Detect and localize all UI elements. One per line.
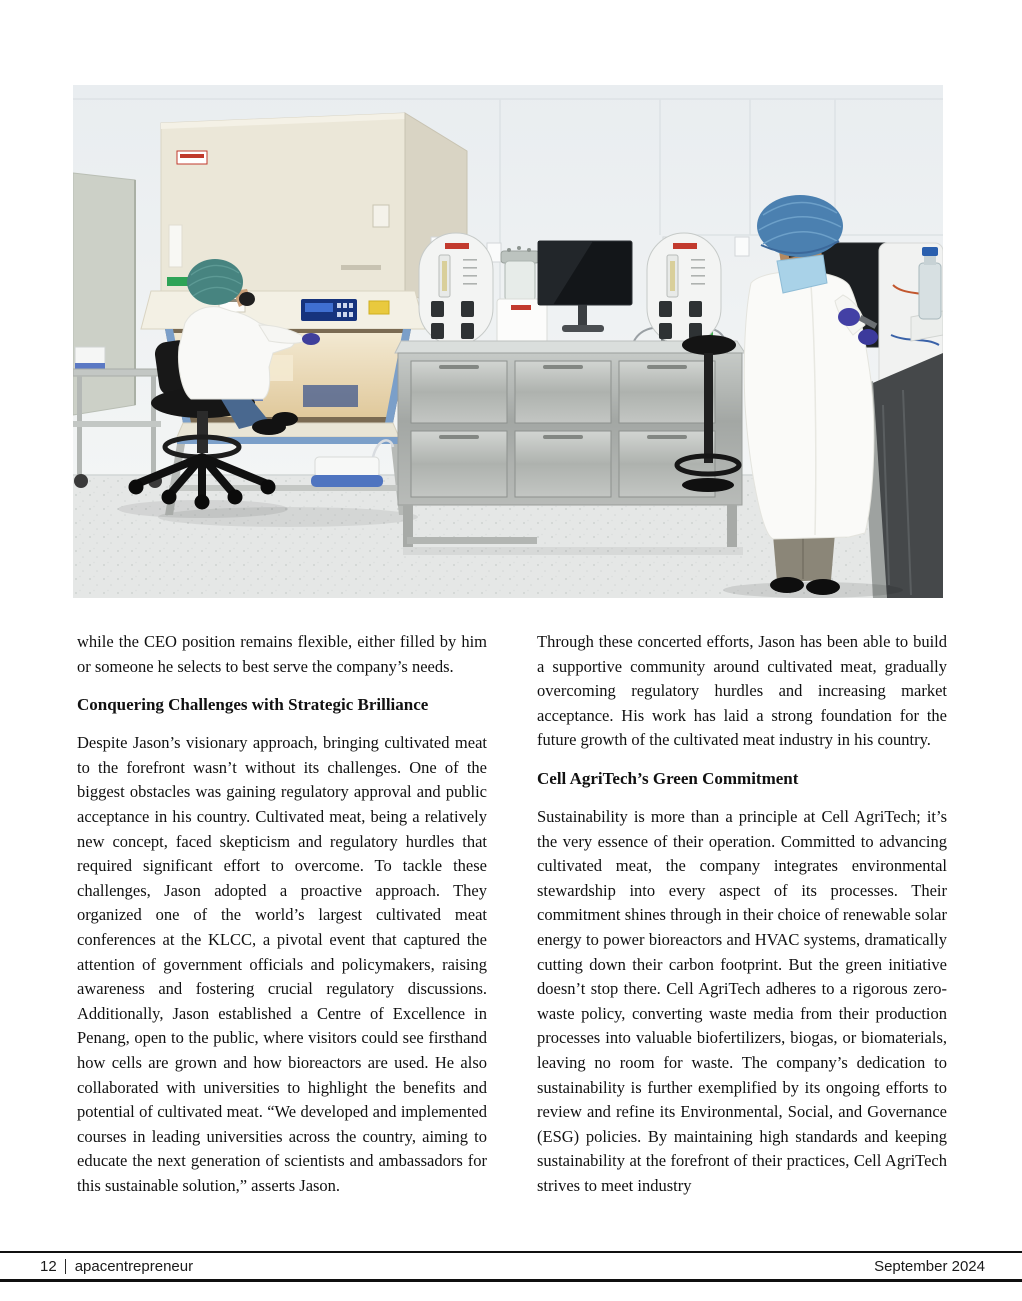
left-section-heading: Conquering Challenges with Strategic Brilliance [77, 695, 429, 715]
footer-rule-bottom [0, 1279, 1022, 1282]
page-number: 12 [40, 1257, 57, 1275]
right-intro-paragraph: Through these concerted efforts, Jason has been able to build a supportive community around cultivated meat, gradually overcoming regulatory hurdles and increasing market acceptance. His work has laid a strong foundation for the future growth of the cultivated meat industry in his country. [537, 632, 947, 750]
left-intro-paragraph: while the CEO position remains flexible, either filled by him or someone he selects to best serve the company’s needs. [77, 632, 487, 676]
lab-photo-illustration [73, 85, 943, 598]
right-body-paragraph: Sustainability is more than a principle at Cell AgriTech; it’s the very essence of their operation. Committed to advancing cultivated meat, the company integrates environmental stewardship into every aspect of its processes. Their commitment shines through in their choice of renewable solar energy to power bioreactors and HVAC systems, dramatically cutting down their carbon footprint. But the green initiative doesn’t stop there. Cell AgriTech adheres to a rigorous zero-waste policy, converting waste media from their production processes into valuable biofertilizers, biogas, or biomaterials, leaving no room for waste. The company’s dedication to sustainability is further exemplified by its ongoing efforts to review and refine its Environmental, Social, and Governance (ESG) policies. By maintaining high standards and keeping sustainability at the forefront of their practices, Cell AgriTech strives to meet industry [537, 806, 947, 1195]
left-body-paragraph: Despite Jason’s visionary approach, bringing cultivated meat to the forefront wasn’t without its challenges. One of the biggest obstacles was gaining regulatory approval and public acceptance in his country. Cultivated meat, being a relatively new concept, faced skepticism and regulatory hurdles that required significant effort to overcome. To tackle these challenges, Jason adopted a proactive approach. They organized one of the world’s largest cultivated meat conferences at the KLCC, a pivotal event that captured the attention of government officials and policymakers, raising awareness and fostering crucial regulatory discussions. Additionally, Jason established a Centre of Excellence in Penang, open to the public, where visitors could see firsthand how cells are grown and how bioreactors are used. He also collaborated with universities to highlight the benefits and potential of cultivated meat. “We developed and implemented courses in leading universities across the country, aiming to educate the next generation of scientists and ambassadors for this sustainable solution,” asserts Jason. [77, 733, 487, 1195]
lab-photo [73, 85, 943, 598]
right-column [537, 630, 947, 1212]
bioreactor-control-panel-right [647, 233, 721, 345]
left-column [77, 630, 487, 1212]
issue-date: September 2024 [874, 1257, 985, 1275]
publication-name: apacentrepreneur [74, 1257, 194, 1275]
bioreactor-control-panel-left [419, 233, 493, 345]
storage-cabinet [73, 173, 135, 415]
right-section-heading: Cell AgriTech’s Green Commitment [537, 768, 799, 788]
dark-bench-corner [861, 353, 943, 598]
footer [0, 1251, 1022, 1282]
footer-divider [65, 1259, 66, 1274]
article-columns [77, 630, 947, 1212]
footer-row [0, 1253, 1022, 1279]
